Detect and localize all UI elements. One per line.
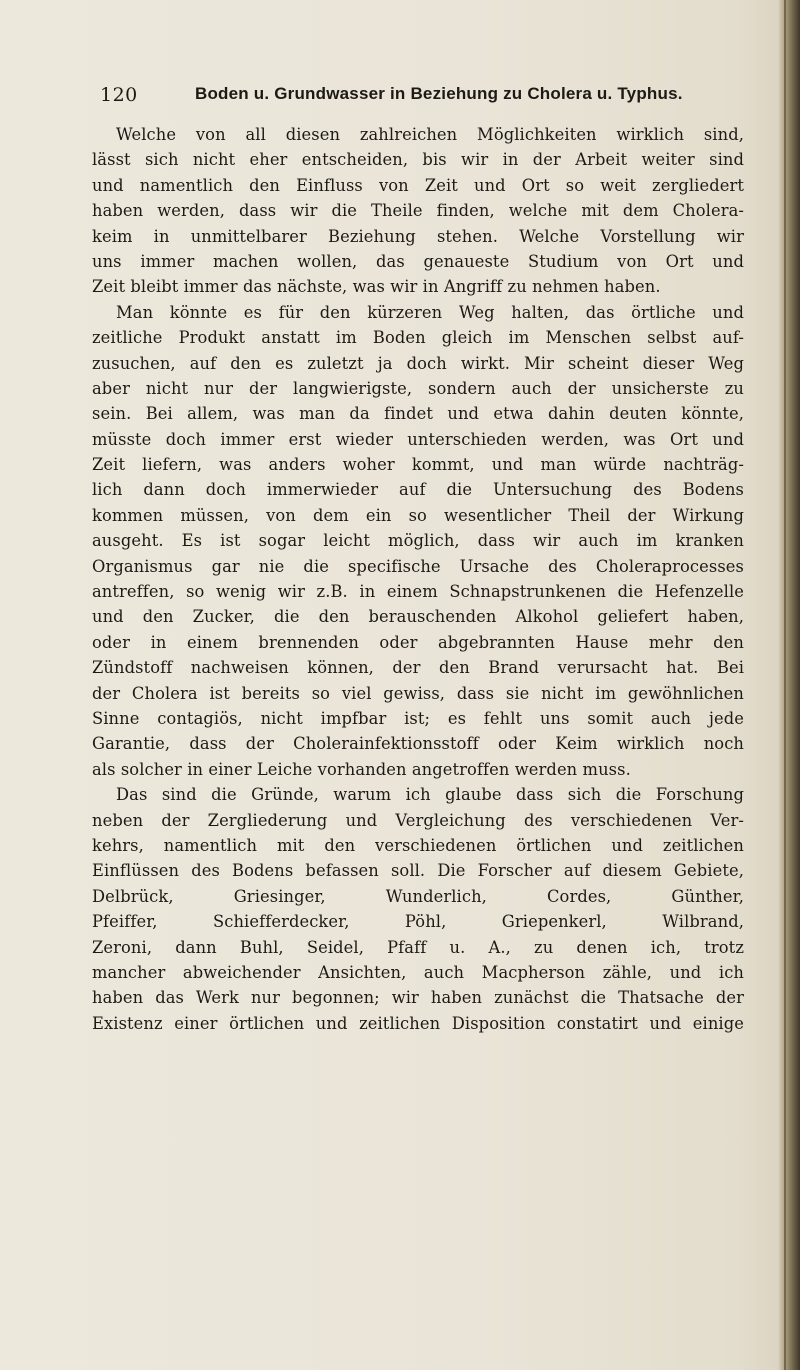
text-line: Pfeiffer, Schiefferdecker, Pöhl, Griepenkerl, Wilbrand, <box>92 912 744 932</box>
text-line: haben werden, dass wir die Theile finden, welche mit dem Cholera- <box>92 201 744 221</box>
text-line: als solcher in einer Leiche vorhanden angetroffen werden muss. <box>92 759 631 779</box>
text-line: kehrs, namentlich mit den verschiedenen örtlichen und zeitlichen <box>92 835 744 855</box>
text-line: Delbrück, Griesinger, Wunderlich, Cordes, Günther, <box>92 886 744 906</box>
text-line: lässt sich nicht eher entscheiden, bis wir in der Arbeit weiter sind <box>92 150 744 170</box>
text-line: uns immer machen wollen, das genaueste Studium von Ort und <box>92 251 744 271</box>
text-line: Zeroni, dann Buhl, Seidel, Pfaff u. A., zu denen ich, trotz <box>92 937 744 957</box>
text-line: Sinne contagiös, nicht impfbar ist; es fehlt uns somit auch jede <box>92 708 744 728</box>
text-line: Garantie, dass der Cholerainfektionsstoff oder Keim wirklich noch <box>92 734 744 754</box>
text-line: müsste doch immer erst wieder unterschieden werden, was Ort und <box>92 429 744 449</box>
text-line: Zeit bleibt immer das nächste, was wir in Angriff zu nehmen haben. <box>92 277 661 297</box>
page-header <box>100 84 720 112</box>
text-line: ausgeht. Es ist sogar leicht möglich, dass wir auch im kranken <box>92 531 744 551</box>
text-line: und namentlich den Einfluss von Zeit und Ort so weit zergliedert <box>92 175 744 195</box>
text-line: mancher abweichender Ansichten, auch Macpherson zähle, und ich <box>92 962 744 982</box>
text-line: haben das Werk nur begonnen; wir haben zunächst die Thatsache der <box>92 988 744 1008</box>
page-number: 120 <box>100 84 138 106</box>
text-line: der Cholera ist bereits so viel gewiss, dass sie nicht im gewöhnlichen <box>92 683 744 703</box>
text-line: Das sind die Gründe, warum ich glaube dass sich die Forschung <box>116 785 744 805</box>
text-line: keim in unmittelbarer Beziehung stehen. Welche Vorstellung wir <box>92 226 744 246</box>
running-head: Boden u. Grundwasser in Beziehung zu Cholera u. Typhus. <box>195 84 683 103</box>
text-line: oder in einem brennenden oder abgebrannten Hause mehr den <box>92 632 744 652</box>
body-text <box>92 122 744 1036</box>
text-line: kommen müssen, von dem ein so wesentlicher Theil der Wirkung <box>92 505 744 525</box>
text-line: lich dann doch immerwieder auf die Untersuchung des Bodens <box>92 480 744 500</box>
gutter-edge <box>784 0 786 1370</box>
text-line: zusuchen, auf den es zuletzt ja doch wirkt. Mir scheint dieser Weg <box>92 353 744 373</box>
text-line: aber nicht nur der langwierigste, sondern auch der unsicherste zu <box>92 378 744 398</box>
text-line: sein. Bei allem, was man da findet und etwa dahin deuten könnte, <box>92 404 744 424</box>
text-line: Man könnte es für den kürzeren Weg halten, das örtliche und <box>116 302 744 322</box>
text-line: Existenz einer örtlichen und zeitlichen Disposition constatirt und einige <box>92 1013 744 1033</box>
text-line: Zeit liefern, was anders woher kommt, und man würde nachträg- <box>92 455 744 475</box>
text-line: antreffen, so wenig wir z.B. in einem Schnapstrunkenen die Hefenzelle <box>92 582 744 602</box>
book-gutter-shadow <box>778 0 800 1370</box>
text-line: Organismus gar nie die specifische Ursache des Choleraprocesses <box>92 556 744 576</box>
text-line: neben der Zergliederung und Vergleichung des verschiedenen Ver- <box>92 810 744 830</box>
text-line: Zündstoff nachweisen können, der den Brand verursacht hat. Bei <box>92 658 744 678</box>
text-line: zeitliche Produkt anstatt im Boden gleich im Menschen selbst auf- <box>92 328 744 348</box>
text-line: und den Zucker, die den berauschenden Alkohol geliefert haben, <box>92 607 744 627</box>
text-line: Welche von all diesen zahlreichen Möglichkeiten wirklich sind, <box>116 125 744 144</box>
text-line: Einflüssen des Bodens befassen soll. Die Forscher auf diesem Gebiete, <box>92 861 744 881</box>
